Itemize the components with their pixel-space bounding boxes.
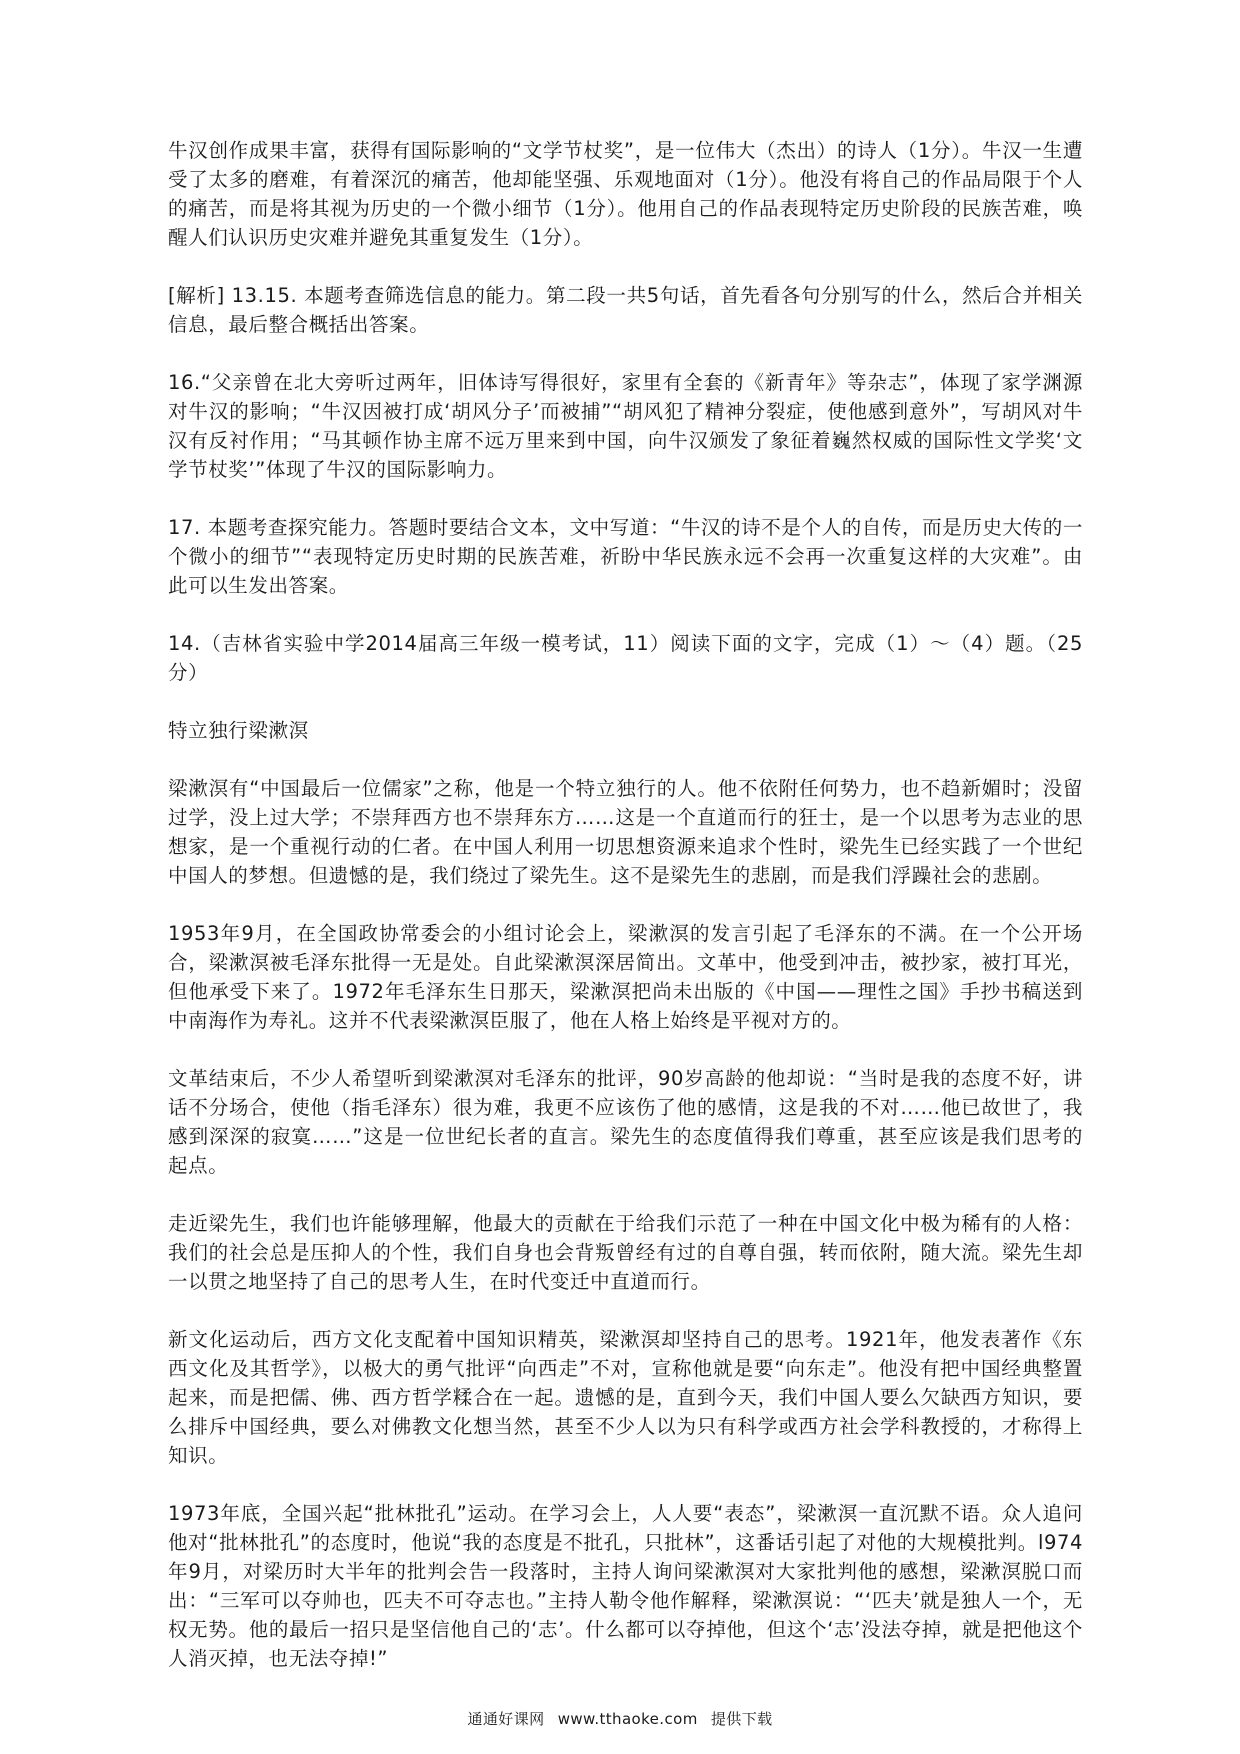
page-footer [0, 1709, 1240, 1729]
article-paragraph: 1953年9月，在全国政协常委会的小组讨论会上，梁漱溟的发言引起了毛泽东的不满。在一个公开场合，梁漱溟被毛泽东批得一无是处。自此梁漱溟深居简出。文革中，他受到冲击，被抄家，被打耳光，但他承受下来了。1972年毛泽东生日那天，梁漱溟把尚未出版的《中国——理性之国》手抄书稿送到中南海作为寿礼。这并不代表梁漱溟臣服了，他在人格上始终是平视对方的。 [168, 922, 1083, 1032]
article-paragraph: 1973年底，全国兴起“批林批孔”运动。在学习会上，人人要“表态”，梁漱溟一直沉默不语。众人追问他对“批林批孔”的态度时，他说“我的态度是不批孔，只批林”，这番话引起了对他的大规模批判。l974年9月，对梁历时大半年的批判会告一段落时，主持人询问梁漱溟对大家批判他的感想，梁漱溟脱口而出：“三军可以夺帅也，匹夫不可夺志也。”主持人勒令他作解释，梁漱溟说：“‘匹夫’就是独人一个，无权无势。他的最后一招只是坚信他自己的‘志’。什么都可以夺掉他，但这个‘志’没法夺掉，就是把他这个人消灭掉，也无法夺掉!” [168, 1502, 1083, 1670]
footer-url: www.tthaoke.com [557, 1710, 698, 1728]
answer-17-paragraph: 17. 本题考查探究能力。答题时要结合文本，文中写道：“牛汉的诗不是个人的自传，而是历史大传的一个微小的细节”“表现特定历史时期的民族苦难，祈盼中华民族永远不会再一次重复这样的大灾难”。由此可以生发出答案。 [168, 516, 1083, 597]
footer-suffix: 提供下载 [710, 1710, 773, 1728]
document-body [168, 136, 1083, 1702]
question-14-paragraph: 14.（吉林省实验中学2014届高三年级一模考试，11）阅读下面的文字，完成（1）～（4）题。（25分） [168, 632, 1083, 684]
answer-paragraph: 牛汉创作成果丰富，获得有国际影响的“文学节杖奖”，是一位伟大（杰出）的诗人（1分）。牛汉一生遭受了太多的磨难，有着深沉的痛苦，他却能坚强、乐观地面对（1分）。他没有将自己的作品局限于个人的痛苦，而是将其视为历史的一个微小细节（1分）。他用自己的作品表现特定历史阶段的民族苦难，唤醒人们认识历史灾难并避免其重复发生（1分）。 [168, 139, 1083, 249]
footer-site-name: 通通好课网 [467, 1710, 545, 1728]
article-paragraph: 梁漱溟有“中国最后一位儒家”之称，他是一个特立独行的人。他不依附任何势力，也不趋新媚时；没留过学，没上过大学；不崇拜西方也不崇拜东方……这是一个直道而行的狂士，是一个以思考为志业的思想家，是一个重视行动的仁者。在中国人利用一切思想资源来追求个性时，梁先生已经实践了一个世纪中国人的梦想。但遗憾的是，我们绕过了梁先生。这不是梁先生的悲剧，而是我们浮躁社会的悲剧。 [168, 777, 1083, 887]
article-paragraph: 走近梁先生，我们也许能够理解，他最大的贡献在于给我们示范了一种在中国文化中极为稀有的人格：我们的社会总是压抑人的个性，我们自身也会背叛曾经有过的自尊自强，转而依附，随大流。梁先生却一以贯之地坚持了自己的思考人生，在时代变迁中直道而行。 [168, 1212, 1083, 1293]
article-paragraph: 文革结束后，不少人希望听到梁漱溟对毛泽东的批评，90岁高龄的他却说：“当时是我的态度不好，讲话不分场合，使他（指毛泽东）很为难，我更不应该伤了他的感情，这是我的不对……他已故世了，我感到深深的寂寞……”这是一位世纪长者的直言。梁先生的态度值得我们尊重，甚至应该是我们思考的起点。 [168, 1067, 1083, 1177]
answer-16-paragraph: 16.“父亲曾在北大旁听过两年，旧体诗写得很好，家里有全套的《新青年》等杂志”，体现了家学渊源对牛汉的影响；“牛汉因被打成‘胡风分子’而被捕”“胡风犯了精神分裂症，使他感到意外”，写胡风对牛汉有反衬作用；“马其顿作协主席不远万里来到中国，向牛汉颁发了象征着巍然权威的国际性文学奖‘文学节杖奖’”体现了牛汉的国际影响力。 [168, 371, 1083, 481]
analysis-paragraph: [解析] 13.15. 本题考查筛选信息的能力。第二段一共5句话，首先看各句分别写的什么，然后合并相关信息，最后整合概括出答案。 [168, 284, 1083, 336]
article-paragraph: 新文化运动后，西方文化支配着中国知识精英，梁漱溟却坚持自己的思考。1921年，他发表著作《东西文化及其哲学》，以极大的勇气批评“向西走”不对，宣称他就是要“向东走”。他没有把中国经典整置起来，而是把儒、佛、西方哲学糅合在一起。遗憾的是，直到今天，我们中国人要么欠缺西方知识，要么排斥中国经典，要么对佛教文化想当然，甚至不少人以为只有科学或西方社会学科教授的，才称得上知识。 [168, 1328, 1083, 1467]
article-title: 特立独行梁漱溟 [168, 719, 309, 742]
